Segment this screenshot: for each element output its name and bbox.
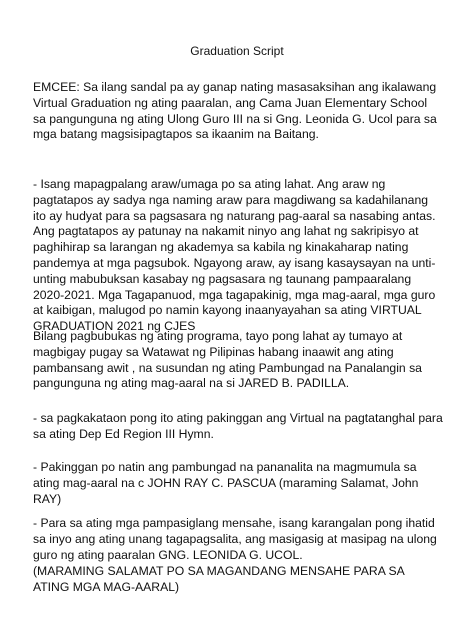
paragraph-opening-program: Bilang pagbubukas ng ating programa, tayo pong lahat ay tumayo at magbigay pugay sa Watawat ng Pilipinas habang inaawit ang ating pambansang awit , na susundan ng ating Pambungad na Panalangin sa pangunguna ng ating mag-aaral na si JARED B. PADILLA.	[33, 329, 422, 391]
document-title: Graduation Script	[190, 44, 284, 58]
paragraph-inspirational-message: - Para sa ating mga pampasiglang mensahe, isang karangalan pong ihatid sa inyo ang ating unang tagapagsalita, ang masigasig at masipag na ulong guro ng ating paaralan GNG. LEONIDA G. UCOL.	[33, 516, 437, 562]
paragraph-welcome-remarks: - Pakinggan po natin ang pambungad na pananalita na magmumula sa ating mag-aaral na c JOHN RAY C. PASCUA (maraming Salamat, John RAY)	[33, 460, 419, 506]
paragraph-region-hymn: - sa pagkakataon pong ito ating pakinggan ang Virtual na pagtatanghal para sa ating Dep Ed Region III Hymn.	[33, 411, 443, 441]
paragraph-emcee-intro: EMCEE: Sa ilang sandal pa ay ganap nating masasaksihan ang ikalawang Virtual Graduation ng ating paaralan, ang Cama Juan Elementary School sa pangunguna ng ating Ulong Guro III na si Gng. Leonida G. Ucol para sa mga batang magsisipagtapos sa ikaanim na Baitang.	[33, 80, 437, 142]
paragraph-greeting: - Isang mapagpalang araw/umaga po sa ating lahat. Ang araw ng pagtatapos ay sadya nga naming araw para magdiwang sa kadahilanang ito ay hudyat para sa pagsasara ng naturang pag-aaral sa nasabing antas. Ang pagtatapos ay patunay na nakamit ninyo ang lahat ng sakripisyo at paghihirap sa larangan ng akademya sa kabila ng kinakaharap nating pandemya at mga pagsubok. Ngayong araw, ay isang kasaysayan na unti-unting mabubuksan kasabay ng pagsasara ng taunang pampaaralang 2020-2021. Mga Tagapanuod, mga tagapakinig, mga mag-aaral, mga guro at kaibigan, malugod po namin kayong inaanyayahan sa ating VIRTUAL GRADUATION 2021 ng CJES	[33, 177, 436, 334]
paragraph-thank-you-note: (MARAMING SALAMAT PO SA MAGANDANG MENSAHE PARA SA ATING MGA MAG-AARAL)	[33, 564, 405, 594]
